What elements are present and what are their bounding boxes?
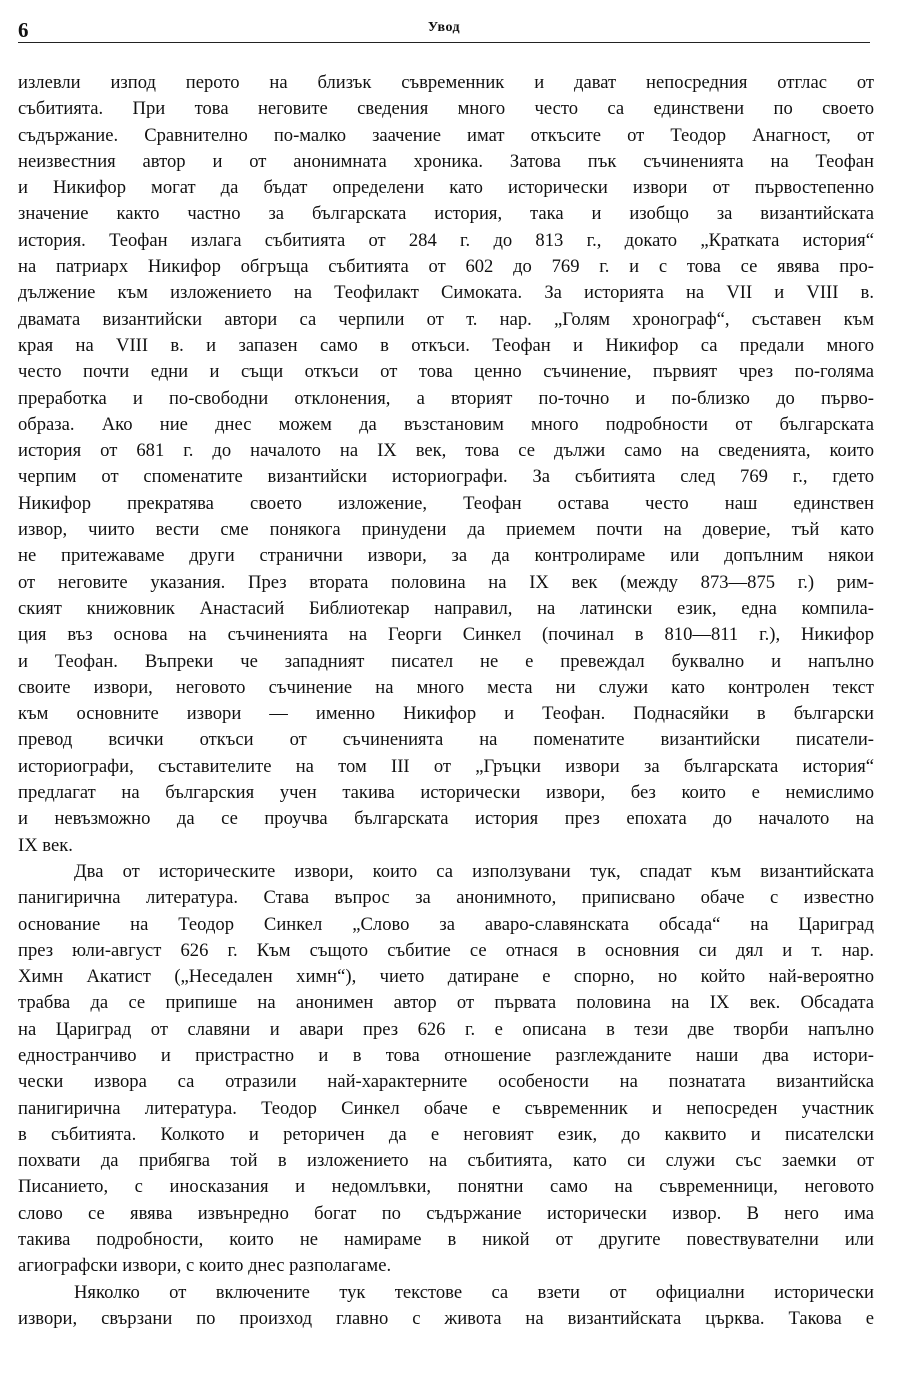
text-line: ският книжовник Анастасий Библиотекар направил, на латински език, една компила- xyxy=(18,597,874,619)
text-line: историографи, съставителите на том III от „Гръцки извори за българската история“ xyxy=(18,755,874,777)
text-line: трабва да се припише на анонимен автор от първата половина на IX век. Обсадата xyxy=(18,992,874,1014)
text-line: история. Теофан излага събитията от 284 г. до 813 г., докато „Кратката история“ xyxy=(18,229,874,251)
text-line: значение както частно за българската история, така и изобщо за византийската xyxy=(18,203,874,225)
text-line: такива подробности, които не намираме в никой от другите повествувателни или xyxy=(18,1229,874,1251)
text-line: агиографски извори, с които днес разполагаме. xyxy=(18,1255,392,1277)
text-line: и невъзможно да се проучва българската история през епохата до началото на xyxy=(18,808,874,830)
text-line: излевли изпод перото на близък съвременник и дават непосредния отглас от xyxy=(18,72,874,93)
text-line: слово се явява извънредно богат по съдържание исторически извор. В него има xyxy=(18,1202,874,1224)
text-line: често почти едни и същи откъси от това ценно съчинение, първият чрез по-голяма xyxy=(18,361,874,383)
text-line: в събитията. Колкото и реторичен да е неговият език, до каквито и писателски xyxy=(18,1123,874,1145)
text-line: Никифор прекратява своето изложение, Теофан остава често наш единствен xyxy=(18,492,874,514)
text-line: черпим от споменатите византийски историографи. За събитията след 769 г., гдето xyxy=(18,466,874,488)
text-line: основание на Теодор Синкел „Слово за аваро-славянската обсада“ на Цариград xyxy=(18,913,874,935)
text-line: Два от историческите извори, които са използувани тук, спадат към византийската xyxy=(74,860,874,882)
text-line: чески извора са отразили най-характерните особености на познатата византийска xyxy=(18,1071,874,1093)
text-line: от неговите указания. През втората половина на IX век (между 873—875 г.) рим- xyxy=(18,571,874,593)
text-line: панигирична литература. Става въпрос за анонимното, приписвано обаче с известно xyxy=(18,887,874,909)
text-line: Няколко от включените тук текстове са взети от официални исторически xyxy=(74,1281,874,1303)
text-line: своите извори, неговото съчинение на много места ни служи като контролен текст xyxy=(18,676,874,698)
text-line: едностранчиво и пристрастно и в това отношение разглежданите наши два истори- xyxy=(18,1044,874,1066)
text-line: на Цариград от славяни и авари през 626 г. е описана в тези две творби напълно xyxy=(18,1018,874,1040)
text-line: дължение към изложението на Теофилакт Симоката. За историята на VII и VIII в. xyxy=(18,282,874,304)
text-line: превод всички откъси от съчиненията на поменатите византийски писатели- xyxy=(18,729,874,751)
body-text xyxy=(18,70,874,1332)
text-line: и Никифор могат да бъдат определени като исторически извори от първостепенно xyxy=(18,177,874,199)
text-line: IX век. xyxy=(18,834,73,856)
text-line: към основните извори — именно Никифор и Теофан. Поднасяйки в български xyxy=(18,703,874,725)
text-line: не притежаваме други странични извори, за да контролираме или допълним някои xyxy=(18,545,874,567)
page-number: 6 xyxy=(18,18,29,42)
text-line: предлагат на българския учен такива исторически извори, без които е немислимо xyxy=(18,782,874,804)
text-line: през юли-август 626 г. Към същото събитие се отнася в основния си дял и т. нар. xyxy=(18,939,874,961)
text-line: история от 681 г. до началото на IX век, това се дължи само на сведенията, които xyxy=(18,440,874,462)
text-line: съдържание. Сравнително по-малко заачение имат откъсите от Теодор Анагност, от xyxy=(18,124,874,146)
text-line: извор, чиито вести сме понякога принудени да приемем почти на доверие, тъй като xyxy=(18,519,874,541)
text-line: и Теофан. Въпреки че западният писател не е превеждал буквално и напълно xyxy=(18,650,874,672)
text-line: Писанието, с иносказания и недомлъвки, понятни само на съвременници, неговото xyxy=(18,1176,874,1198)
text-line: на патриарх Никифор обгръща събитията от 602 до 769 г. и с това се явява про- xyxy=(18,256,874,278)
paragraph xyxy=(18,859,874,1280)
text-line: ция въз основа на съчиненията на Георги Синкел (починал в 810—811 г.), Никифор xyxy=(18,624,874,646)
running-head: Увод xyxy=(427,20,461,35)
text-line: панигирична литература. Теодор Синкел обаче е съвременник и непосреден участник xyxy=(18,1097,874,1119)
text-line: края на VIII в. и запазен само в откъси. Теофан и Никифор са предали много xyxy=(18,334,874,356)
paragraph xyxy=(18,1280,874,1333)
text-line: образа. Ако ние днес можем да възстановим много подробности от българската xyxy=(18,413,874,435)
text-line: двамата византийски автори са черпили от т. нар. „Голям хронограф“, съставен към xyxy=(18,308,874,330)
text-line: похвати да прибягва той в изложението на събитията, като си служи със заемки от xyxy=(18,1150,874,1172)
text-line: неизвестния автор и от анонимната хроника. Затова пък съчиненията на Теофан xyxy=(18,150,874,172)
text-line: преработка и по-свободни отклонения, а вторият по-точно и по-близко до първо- xyxy=(18,387,874,409)
text-line: извори, свързани по произход главно с живота на византийската църква. Такова е xyxy=(18,1307,874,1329)
page-header xyxy=(18,18,870,43)
paragraph xyxy=(18,70,874,859)
text-line: Химн Акатист („Неседален химн“), чието датиране е спорно, но който най-вероятно xyxy=(18,966,874,988)
text-line: събитията. При това неговите сведения много често са единствени по своето xyxy=(18,98,874,120)
